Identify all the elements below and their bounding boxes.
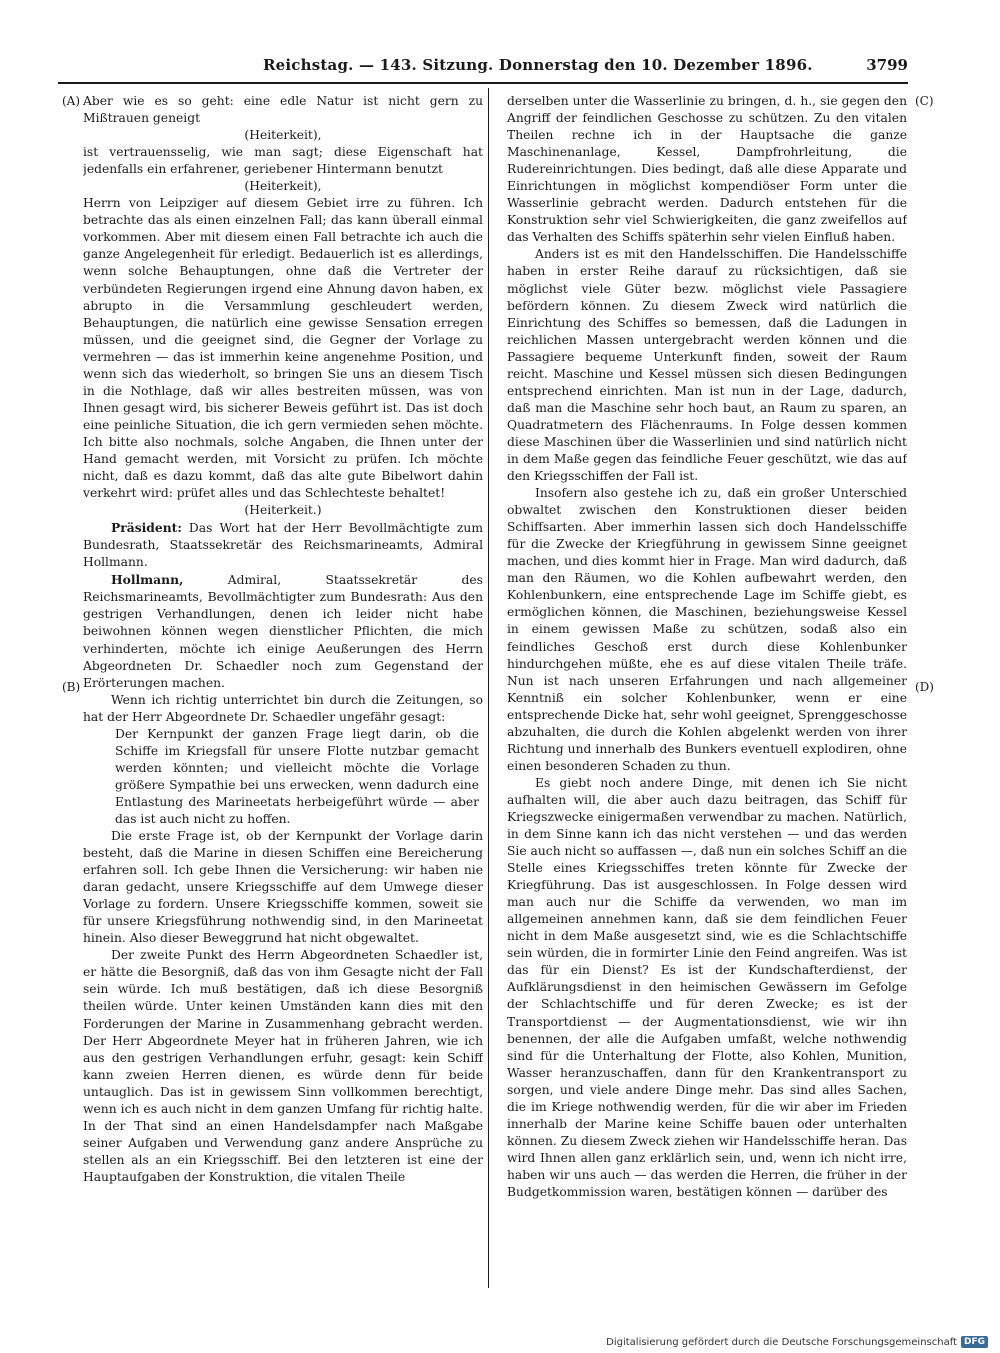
margin-marker-b: (B) xyxy=(62,680,81,694)
running-title: Reichstag. — 143. Sitzung. Donnerstag den 10. Dezember 1896. xyxy=(263,56,813,74)
paragraph-text: derselben unter die Wasserlinie zu bringen, d. h., sie gegen den Angriff der feindlichen Geschosse zu schützen. Zu den vitalen Theilen rechne ich in der Hauptsache die ganze Maschinenanlage, Kessel, Dampfrohrleitung, die Rudereinrichtungen. Dies bedingt, daß alle diese Apparate und Einrichtungen in möglichst kompendiöser Form unter die Wasserlinie gebracht werden. Dadurch entstehen für die Konstruktion sehr viel Schwierigkeiten, die ganz zweifellos auf das Verhalten des Schiffs späterhin sehr vielen Einfluß haben. xyxy=(507,94,907,245)
page-number: 3799 xyxy=(866,56,908,74)
margin-marker-c: (C) xyxy=(915,94,934,108)
credit-text: Digitalisierung gefördert durch die Deutsche Forschungsgemeinschaft xyxy=(606,1336,957,1348)
paragraph-text: Anders ist es mit den Handelsschiffen. Die Handelsschiffe haben in erster Reihe darauf zu rücksichtigen, daß sie möglichst viele Güter bezw. möglichst viele Passagiere befördern können. Zu diesem Zweck wird natürlich die Einrichtung des Schiffes so bemessen, daß die Ladungen in reichlichen Massen untergebracht werden können und die Passagiere bequeme Unterkunft finden, soweit der Raum reicht. Maschine und Kessel müssen sich diesen Bedingungen entsprechend einrichten. Man ist nun in der Lage, dadurch, daß man die Maschine sehr hoch baut, an Raum zu sparen, an Quadratmetern des Flächenraums. In Folge dessen kommen diese Maschinen über die Wasserlinien und sind natürlich nicht in dem Maße gegen das feindliche Feuer geschützt, wie das auf den Kriegsschiffen der Fall ist. xyxy=(507,247,907,484)
header-rule xyxy=(58,82,908,84)
paragraph xyxy=(507,93,907,246)
paragraph xyxy=(83,571,483,691)
paragraph-text: Insofern also gestehe ich zu, daß ein großer Unterschied obwaltet zwischen den Konstruktionen dieser beiden Schiffsarten. Aber immerhin lassen sich doch Handelsschiffe für die Zwecke der Kriegführung in gewissem Sinne geeignet machen, und dies kommt hier in Frage. Man wird dadurch, daß man den Räumen, wo die Kohlen aufbewahrt werden, den Kohlenbunkern, eine entsprechende Lage im Schiffe giebt, es ermöglichen können, die Maschinen, beziehungsweise Kessel in einem gewissen Maße zu schützen, sodaß also ein feindliches Geschoß erst durch diese Kohlenbunker hindurchgehen müßte, ehe es auf diese vitalen Theile träfe. Nun ist nach unseren Erfahrungen und nach allgemeiner Kenntniß ein solcher Kohlenbunker, wenn er eine entsprechende Dicke hat, sehr wohl geeignet, Sprenggeschosse abzuhalten, die durch die Kohlen abgelenkt werden von ihrer Richtung und innerhalb des Bunkers eventuell explodiren, ohne einen besonderen Schaden zu thun. xyxy=(507,486,907,773)
paragraph xyxy=(83,178,483,195)
paragraph-text: Das Wort hat der Herr Bevollmächtigte zum Bundesrath, Staatssekretär des Reichsmarineamts, Admiral Hollmann. xyxy=(83,521,483,570)
paragraph xyxy=(83,692,483,726)
paragraph xyxy=(83,502,483,519)
paragraph xyxy=(507,485,907,775)
paragraph xyxy=(507,775,907,1201)
paragraph xyxy=(83,195,483,502)
paragraph-text: (Heiterkeit), xyxy=(244,128,322,143)
paragraph-text: Admiral, Staatssekretär des Reichsmarineamts, Bevollmächtigter zum Bundesrath: Aus den gestrigen Verhandlungen, denen ich leider nicht habe beiwohnen können wegen dienstlicher Pflichten, die mich verhinderten, möchte ich einige Aeußerungen des Herrn Abgeordneten Dr. Schaedler noch zum Gegenstand der Erörterungen machen. xyxy=(83,573,483,690)
margin-marker-a: (A) xyxy=(62,94,81,108)
paragraph xyxy=(83,127,483,144)
paragraph-text: (Heiterkeit.) xyxy=(244,503,322,518)
left-column xyxy=(83,93,483,1288)
dfg-logo: DFG xyxy=(961,1336,988,1348)
paragraph-text: (Heiterkeit), xyxy=(244,179,322,194)
paragraph xyxy=(83,947,483,1186)
paragraph-text: Herrn von Leipziger auf diesem Gebiet irre zu führen. Ich betrachte das als einen einzelnen Fall; das kann überall einmal vorkommen. Aber mit diesem einen Fall betrachte ich auch die ganze Angelegenheit für erledigt. Bedauerlich ist es allerdings, wenn solche Behauptungen, ohne daß die Vertreter der verbündeten Regierungen irgend eine Ahnung davon haben, ex abrupto in die Versammlung geschleudert werden, Behauptungen, die natürlich eine gewisse Sensation erregen müssen, und die geeignet sind, die Gegner der Vorlage zu vermehren — das ist immerhin keine angenehme Position, und wenn sich das wiederholt, so bringen Sie uns an diesem Tisch in die Nothlage, daß wir alles bestreiten müssen, was von Ihnen gesagt wird, bis sicherer Beweis geführt ist. Das ist doch eine peinliche Situation, die ich gern vermieden sehen möchte. Ich bitte also nochmals, solche Angaben, die Ihnen unter der Hand gemacht werden, mit Vorsicht zu prüfen. Ich möchte nicht, daß es dazu kommt, daß das alte gute Bibelwort dahin verkehrt wird: prüfet alles und das Schlechteste behaltet! xyxy=(83,196,483,501)
speaker-name: Hollmann, xyxy=(111,572,184,588)
paragraph xyxy=(83,726,483,828)
margin-marker-d: (D) xyxy=(915,680,934,694)
footer-credit xyxy=(606,1336,988,1348)
paragraph-text: Der Kernpunkt der ganzen Frage liegt darin, ob die Schiffe im Kriegsfall für unsere Flotte nutzbar gemacht werden könnten; und vielleicht möchte die Vorlage größere Sympathie bei uns erwecken, wenn dadurch eine Entlastung des Marineetats herbeigeführt würde — aber das ist auch nicht zu hoffen. xyxy=(115,726,479,826)
paragraph-text: Der zweite Punkt des Herrn Abgeordneten Schaedler ist, er hätte die Besorgniß, daß das von ihm Gesagte nicht der Fall sein würde. Ich muß bestätigen, daß ich diese Besorgniß theilen würde. Unter keinen Umständen kann dies mit den Forderungen der Marine in Zusammenhang gebracht werden. Der Herr Abgeordnete Meyer hat in früheren Jahren, wie ich aus den gestrigen Verhandlungen erfuhr, gesagt: kein Schiff kann zweien Herren dienen, es würde denn für beide untauglich. Das ist in gewissem Sinn vollkommen berechtigt, wenn ich es auch nicht in dem ganzen Umfang für richtig halte. In der That sind an einen Handelsdampfer nach Maßgabe seiner Aufgaben und Verwendung ganz andere Ansprüche zu stellen als an ein Kriegsschiff. Bei den letzteren ist eine der Hauptaufgaben der Konstruktion, die vitalen Theile xyxy=(83,948,483,1184)
paragraph-text: Die erste Frage ist, ob der Kernpunkt der Vorlage darin besteht, daß die Marine in diesen Schiffen eine Bereicherung erfahren soll. Ich gebe Ihnen die Versicherung: wir haben nie daran gedacht, unsere Kriegsschiffe auf dem Umwege dieser Vorlage zu fordern. Unsere Kriegsschiffe kommen, soweit sie für unsere Kriegsführung nothwendig sind, in den Marineetat hinein. Also dieser Beweggrund hat nicht obgewaltet. xyxy=(83,829,483,946)
paragraph xyxy=(507,246,907,485)
paragraph xyxy=(83,93,483,127)
page-header xyxy=(58,50,908,80)
paragraph-text: ist vertrauensselig, wie man sagt; diese Eigenschaft hat jedenfalls ein erfahrener, geriebener Hintermann benutzt xyxy=(83,145,483,177)
paragraph-text: Es giebt noch andere Dinge, mit denen ich Sie nicht aufhalten will, die aber auch dazu beitragen, das Schiff für Kriegszwecke einigermaßen verwendbar zu machen. Natürlich, in dem Sinne kann ich das nicht verstehen — und das werden Sie auch nicht so auffassen —, daß nun ein solches Schiff an die Stelle eines Kriegsschiffes treten könnte für Zwecke der Kriegführung. Das ist ausgeschlossen. In Folge dessen wird man auch nur die Schiffe da verwenden, wo man im allgemeinen annehmen kann, daß sie dem feindlichen Feuer nicht in dem Maße ausgesetzt sind, wie es die Schlachtschiffe sein würden, die in formirter Linie den Feind angreifen. Was ist das für ein Dienst? Es ist der Kundschafterdienst, der Aufklärungsdienst in den heimischen Gewässern im Gefolge der Schlachtschiffe und für deren Zwecke; es ist der Transportdienst — der Augmentationsdienst, wie wir ihn benennen, der alle die Aufgaben umfaßt, welche nothwendig sind für die Unterhaltung der Flotte, also Kohlen, Munition, Wasser heranzuschaffen, dann für den Krankentransport zu sorgen, und viele andere Dinge mehr. Das sind alles Sachen, die im Kriege nothwendig werden, für die wir aber im Frieden innerhalb der Marine keine Schiffe bauen oder unterhalten können. Zu diesem Zweck ziehen wir Handelsschiffe heran. Das wird Ihnen allen ganz erklärlich sein, und, wenn ich nicht irre, haben wir uns auch — das werden die Herren, die früher in der Budgetkommission waren, bestätigen können — darüber des xyxy=(507,775,907,1199)
paragraph xyxy=(83,144,483,178)
column-divider xyxy=(488,88,489,1288)
paragraph xyxy=(83,519,483,571)
right-column xyxy=(507,93,907,1288)
paragraph-text: Aber wie es so geht: eine edle Natur ist nicht gern zu Mißtrauen geneigt xyxy=(83,94,483,126)
paragraph xyxy=(83,828,483,947)
speaker-name: Präsident: xyxy=(111,520,182,536)
paragraph-text: Wenn ich richtig unterrichtet bin durch die Zeitungen, so hat der Herr Abgeordnete Dr. Schaedler ungefähr gesagt: xyxy=(83,692,483,724)
